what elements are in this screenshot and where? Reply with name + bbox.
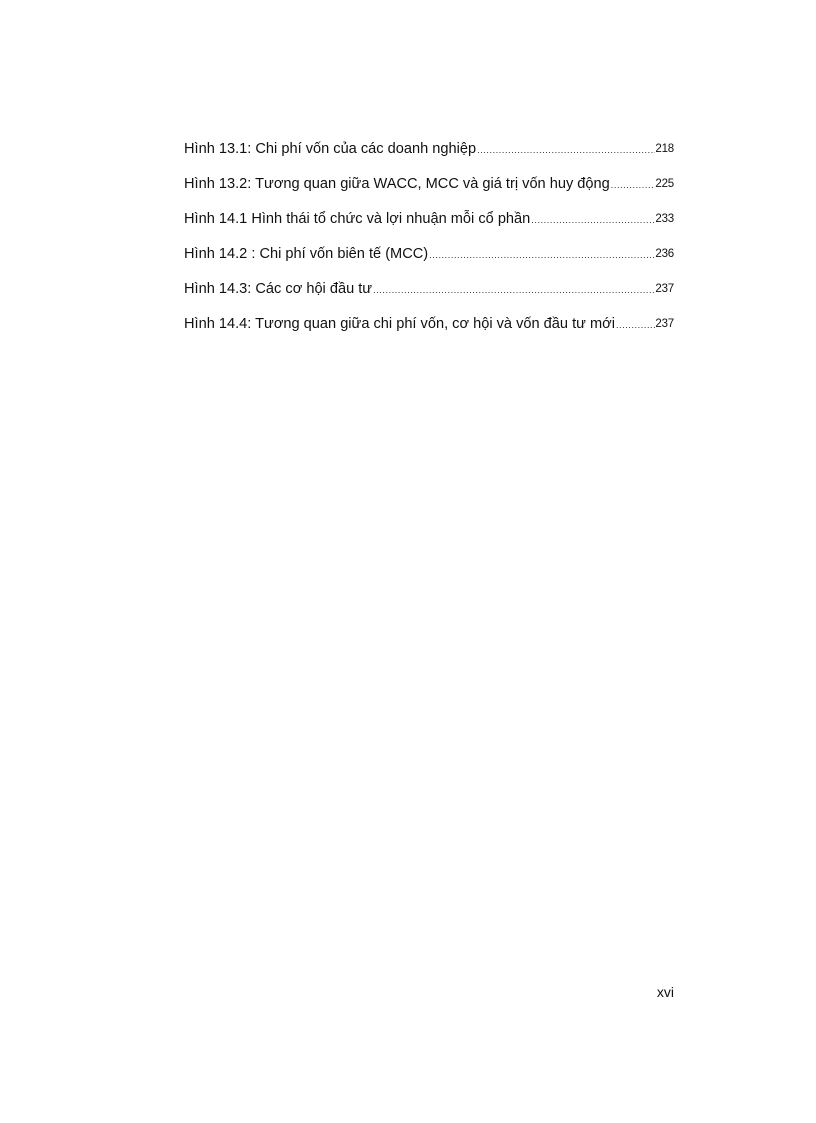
toc-dot-leader (476, 144, 655, 158)
toc-entry-page: 237 (655, 318, 674, 330)
toc-dot-leader (610, 179, 656, 193)
toc-entry-title: Hình 14.4: Tương quan giữa chi phí vốn, cơ hội và vốn đầu tư mới (184, 316, 615, 332)
toc-entry[interactable] (184, 298, 674, 333)
toc-entry-title: Hình 13.1: Chi phí vốn của các doanh nghiệp (184, 141, 477, 157)
toc-dot-leader (615, 319, 655, 333)
toc-entry-title: Hình 14.3: Các cơ hội đầu tư (184, 281, 373, 297)
toc-entry[interactable] (184, 193, 674, 228)
toc-entry-title: Hình 14.2 : Chi phí vốn biên tế (MCC) (184, 246, 429, 262)
toc-entry-page: 237 (655, 283, 674, 295)
toc-dot-leader (530, 214, 655, 228)
toc-entry-page: 236 (655, 248, 674, 260)
table-of-figures (184, 123, 674, 333)
toc-entry-page: 225 (655, 178, 674, 190)
toc-dot-leader (428, 249, 655, 263)
toc-entry[interactable] (184, 228, 674, 263)
toc-entry-page: 233 (655, 213, 674, 225)
toc-dot-leader (372, 284, 655, 298)
toc-entry[interactable] (184, 158, 674, 193)
toc-entry[interactable] (184, 263, 674, 298)
toc-entry[interactable] (184, 123, 674, 158)
page-number: xvi (656, 984, 674, 1000)
toc-entry-title: Hình 14.1 Hình thái tổ chức và lợi nhuận mỗi cổ phần (184, 211, 531, 227)
toc-entry-title: Hình 13.2: Tương quan giữa WACC, MCC và giá trị vốn huy động (184, 176, 610, 192)
toc-entry-page: 218 (655, 143, 674, 155)
